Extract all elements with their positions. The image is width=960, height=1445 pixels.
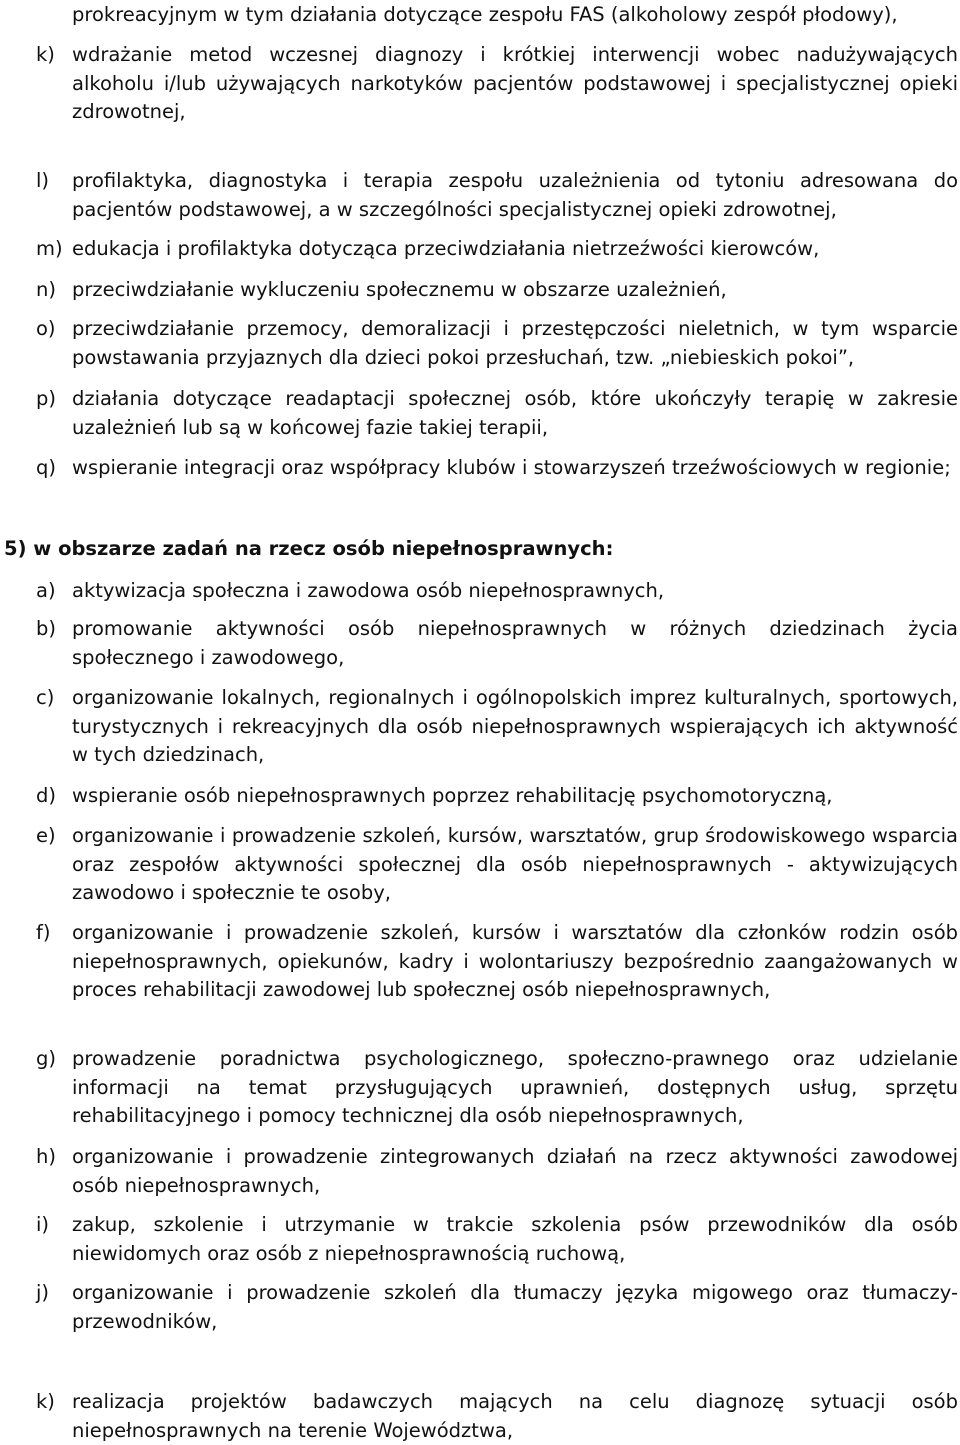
list-item-text: zakup, szkolenie i utrzymanie w trakcie szkolenia psów przewodników dla osób niewidomych oraz osób z niepełnosprawnością ruchową, <box>72 1213 958 1265</box>
list-item-text: organizowanie i prowadzenie szkoleń dla tłumaczy języka migowego oraz tłumaczy-przewodników, <box>72 1281 958 1333</box>
list-item-marker: c) <box>36 686 55 709</box>
list-item-text: wdrażanie metod wczesnej diagnozy i krótkiej interwencji wobec nadużywających alkoholu i/lub używających narkotyków pacjentów podstawowej i specjalistycznej opieki zdrowotnej, <box>72 43 958 123</box>
list-item-marker: d) <box>36 784 56 807</box>
list-item-text: organizowanie i prowadzenie zintegrowanych działań na rzecz aktywności zawodowej osób niepełnosprawnych, <box>72 1145 958 1197</box>
list-item-text: organizowanie lokalnych, regionalnych i ogólnopolskich imprez kulturalnych, sportowych, turystycznych i rekreacyjnych dla osób niepełnosprawnych wspierających ich aktywność w tych dziedzinach, <box>72 686 958 766</box>
list-item-text: profilaktyka, diagnostyka i terapia zespołu uzależnienia od tytoniu adresowana do pacjentów podstawowej, a w szczególności specjalistycznej opieki zdrowotnej, <box>72 169 958 221</box>
list-item-marker: q) <box>36 456 56 479</box>
list-item-marker: k) <box>36 1390 55 1413</box>
list-item-marker: f) <box>36 921 51 944</box>
list-item-marker: p) <box>36 387 56 410</box>
list-item-text: aktywizacja społeczna i zawodowa osób niepełnosprawnych, <box>72 579 665 602</box>
list-item-marker: b) <box>36 617 56 640</box>
section-heading: 5) w obszarze zadań na rzecz osób niepełnosprawnych: <box>4 537 614 560</box>
list-item-marker: l) <box>36 169 50 192</box>
list-item-text: wspieranie integracji oraz współpracy klubów i stowarzyszeń trzeźwościowych w regionie; <box>72 456 951 479</box>
list-item-text: prokreacyjnym w tym działania dotyczące zespołu FAS (alkoholowy zespół płodowy), <box>72 3 898 26</box>
list-item-marker: o) <box>36 317 56 340</box>
list-item-marker: m) <box>36 237 63 260</box>
list-item-text: organizowanie i prowadzenie szkoleń, kursów, warsztatów, grup środowiskowego wsparcia oraz zespołów aktywności społecznej dla osób niepełnosprawnych - aktywizujących zawodowo i społecznie te osoby, <box>72 824 958 904</box>
list-item-marker: h) <box>36 1145 56 1168</box>
list-item-text: edukacja i profilaktyka dotycząca przeciwdziałania nietrzeźwości kierowców, <box>72 237 820 260</box>
list-item-text: przeciwdziałanie wykluczeniu społecznemu w obszarze uzależnień, <box>72 278 727 301</box>
list-item-text: organizowanie i prowadzenie szkoleń, kursów i warsztatów dla członków rodzin osób niepełnosprawnych, opiekunów, kadry i wolontariuszy bezpośrednio zaangażowanych w proces rehabilitacji zawodowej lub społecznej osób niepełnosprawnych, <box>72 921 958 1001</box>
list-item-text: przeciwdziałanie przemocy, demoralizacji i przestępczości nieletnich, w tym wsparcie powstawania przyjaznych dla dzieci pokoi przesłuchań, tzw. „niebieskich pokoi”, <box>72 317 958 369</box>
list-item-marker: n) <box>36 278 56 301</box>
list-item-text: prowadzenie poradnictwa psychologicznego, społeczno-prawnego oraz udzielanie informacji na temat przysługujących uprawnień, dostępnych usług, sprzętu rehabilitacyjnego i pomocy technicznej dla osób niepełnosprawnych, <box>72 1047 958 1127</box>
list-item-marker: e) <box>36 824 56 847</box>
list-item-text: wspieranie osób niepełnosprawnych poprzez rehabilitację psychomotoryczną, <box>72 784 833 807</box>
list-item-marker: j) <box>36 1281 50 1304</box>
list-item-text: realizacja projektów badawczych mających na celu diagnozę sytuacji osób niepełnosprawnych na terenie Województwa, <box>72 1390 958 1442</box>
list-item-marker: g) <box>36 1047 56 1070</box>
list-item-marker: a) <box>36 579 56 602</box>
list-item-marker: i) <box>36 1213 50 1236</box>
list-item-text: promowanie aktywności osób niepełnosprawnych w różnych dziedzinach życia społecznego i zawodowego, <box>72 617 958 669</box>
list-item-text: działania dotyczące readaptacji społecznej osób, które ukończyły terapię w zakresie uzależnień lub są w końcowej fazie takiej terapii, <box>72 387 958 439</box>
list-item-marker: k) <box>36 43 55 66</box>
